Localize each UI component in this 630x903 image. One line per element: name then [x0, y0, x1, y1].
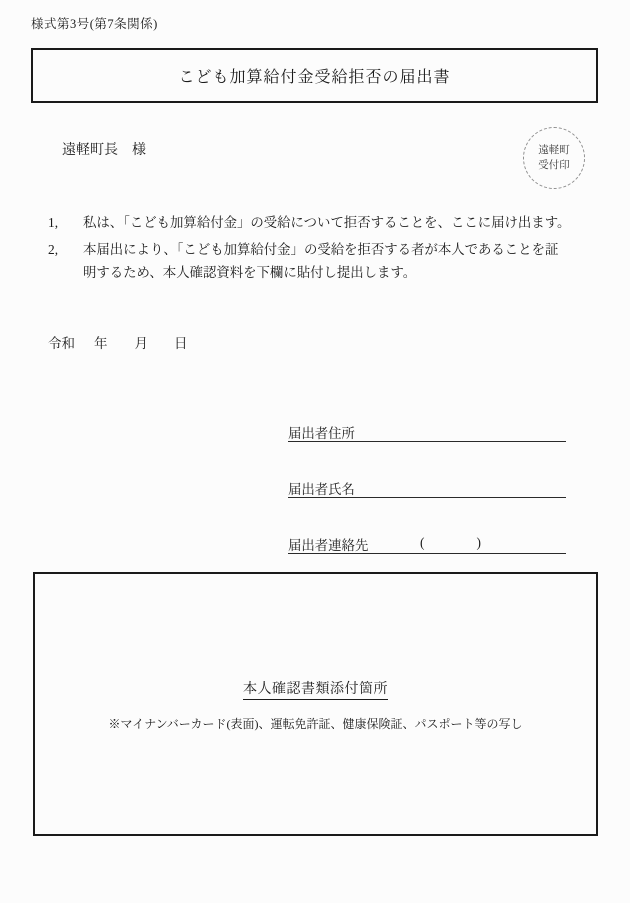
attachment-box [33, 572, 598, 836]
field-label: 届出者住所 [288, 426, 355, 441]
year-label: 年 [94, 336, 108, 351]
field-applicant-address [288, 423, 566, 442]
date-line [48, 332, 188, 352]
month-label: 月 [134, 336, 148, 351]
field-applicant-contact [288, 535, 566, 554]
statement-text: 本届出により、「こども加算給付金」の受給を拒否する者が本人であることを証明するため、本人確認資料を下欄に貼付し提出します。 [83, 242, 559, 280]
phone-paren-group [420, 535, 481, 551]
statement-text: 私は、「こども加算給付金」の受給について拒否することを、ここに届け出ます。 [83, 215, 571, 230]
stamp-town-name: 遠軽町 [538, 145, 570, 156]
attachment-heading: 本人確認書類添付箇所 [35, 678, 596, 698]
statement-item-2 [48, 238, 593, 284]
statement-number: 2, [48, 242, 59, 257]
field-applicant-name [288, 479, 566, 498]
day-label: 日 [174, 336, 188, 351]
statement-list [48, 211, 593, 288]
reception-stamp-circle [523, 127, 585, 189]
form-number: 様式第3号(第7条関係) [31, 17, 158, 31]
paren-close: ) [476, 535, 481, 550]
document-title: こども加算給付金受給拒否の届出書 [178, 69, 451, 86]
field-label: 届出者氏名 [288, 482, 355, 497]
stamp-label: 受付印 [538, 160, 570, 171]
paren-open: ( [420, 535, 425, 550]
attachment-note: ※マイナンバーカード(表面)、運転免許証、健康保険証、パスポート等の写し [108, 717, 523, 731]
title-box [31, 48, 598, 103]
addressee-line: 遠軽町長 様 [62, 143, 146, 158]
field-label: 届出者連絡先 [288, 538, 369, 553]
statement-number: 1, [48, 215, 59, 230]
statement-item-1 [48, 211, 593, 234]
era-label: 令和 [48, 336, 75, 351]
